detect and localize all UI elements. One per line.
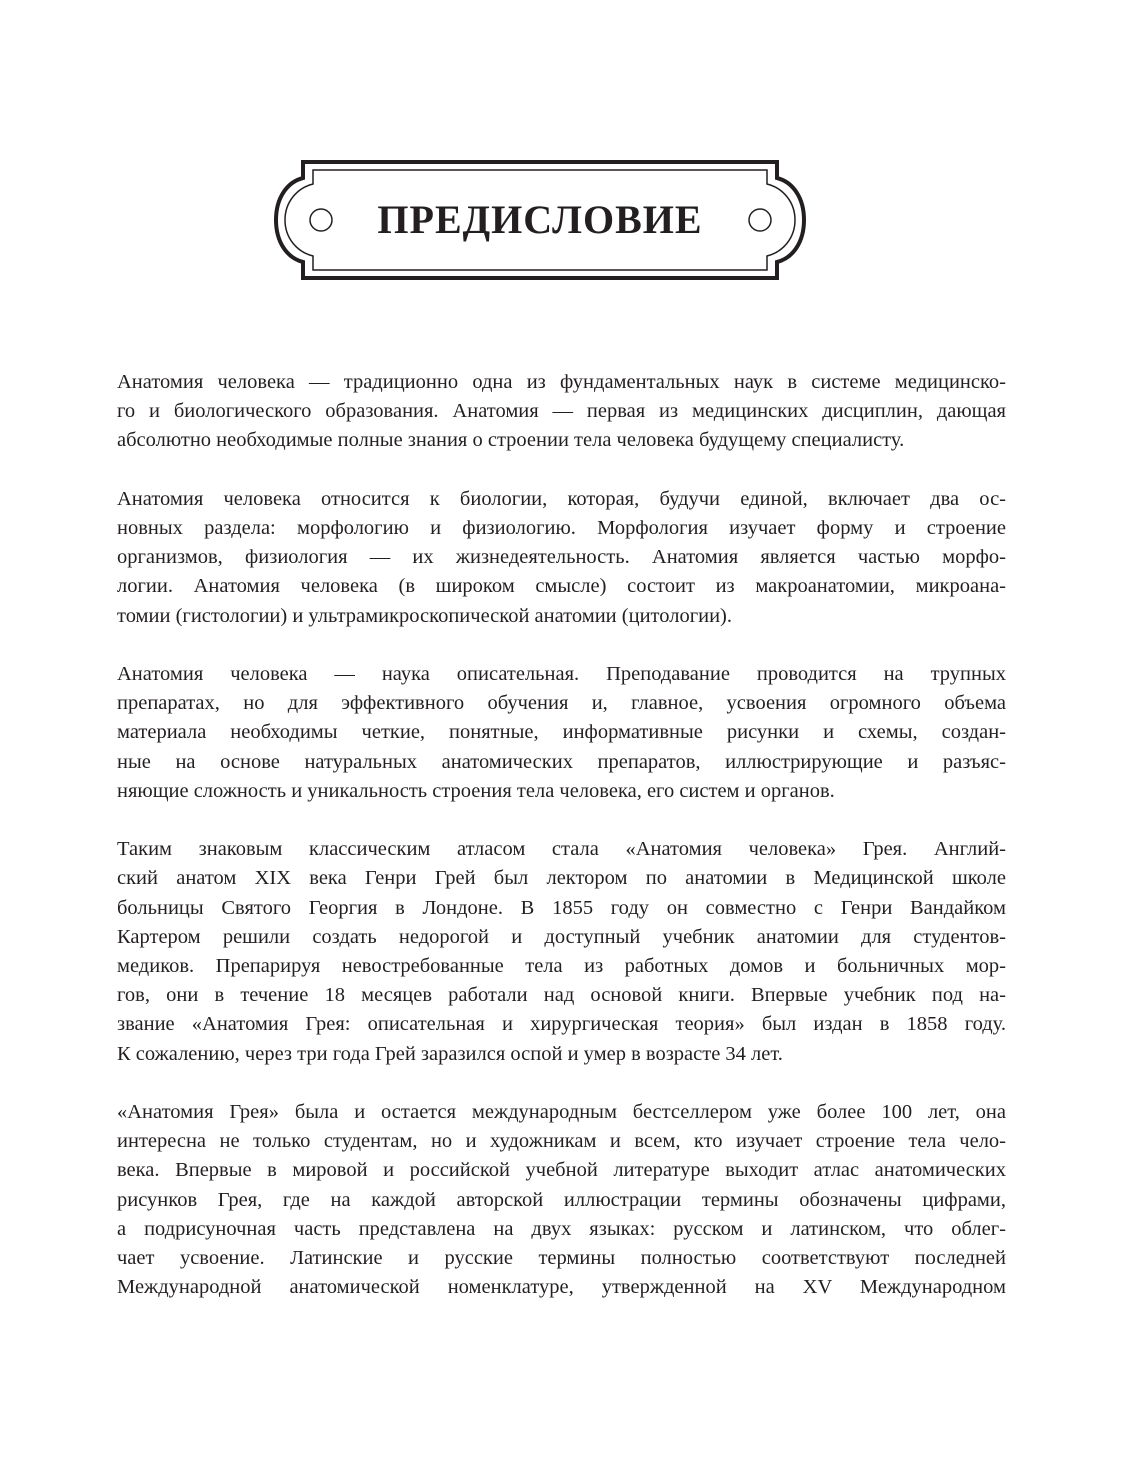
text-line: Анатомия человека — традиционно одна из фундаментальных наук в системе медицинско-: [117, 371, 1006, 393]
text-line: томии (гистологии) и ультрамикроскопической анатомии (цитологии).: [117, 604, 732, 627]
page-title: ПРЕДИСЛОВИЕ: [377, 197, 703, 242]
text-line: века. Впервые в мировой и российской учебной литературе выходит атлас анатомических: [117, 1159, 1006, 1182]
paragraph: [117, 835, 1006, 1069]
text-line: Таким знаковым классическим атласом стала «Анатомия человека» Грея. Англий-: [117, 838, 1006, 861]
text-line: больницы Святого Георгия в Лондоне. В 1855 году он совместно с Генри Вандайком: [117, 896, 1006, 919]
text-line: организмов, физиология — их жизнедеятельность. Анатомия является частью морфо-: [117, 546, 1006, 569]
text-line: няющие сложность и уникальность строения тела человека, его систем и органов.: [117, 779, 835, 802]
text-line: го и биологического образования. Анатомия — первая из медицинских дисциплин, дающая: [117, 400, 1006, 423]
paragraph: [117, 368, 1006, 456]
paragraph: [117, 1098, 1006, 1302]
text-line: Анатомия человека относится к биологии, которая, будучи единой, включает два ос-: [117, 487, 1006, 510]
text-line: новных раздела: морфологию и физиологию. Морфология изучает форму и строение: [117, 517, 1006, 539]
text-line: интересна не только студентам, но и художникам и всем, кто изучает строение тела чело-: [117, 1130, 1006, 1153]
text-line: гов, они в течение 18 месяцев работали над основой книги. Впервые учебник под на-: [117, 984, 1006, 1007]
text-line: материала необходимы четкие, понятные, информативные рисунки и схемы, создан-: [117, 721, 1006, 744]
text-line: медиков. Препарируя невостребованные тела из работных домов и больничных мор-: [117, 955, 1006, 978]
text-line: рисунков Грея, где на каждой авторской иллюстрации термины обозначены цифрами,: [117, 1188, 1006, 1211]
paragraph: [117, 660, 1006, 806]
text-line: Картером решили создать недорогой и доступный учебник анатомии для студентов-: [117, 925, 1006, 948]
text-line: ский анатом XIX века Генри Грей был лектором по анатомии в Медицинской школе: [117, 867, 1006, 890]
paragraph: [117, 485, 1006, 631]
title-plaque: [273, 158, 807, 282]
text-line: ные на основе натуральных анатомических препаратов, иллюстрирующие и разъяс-: [117, 750, 1006, 773]
text-line: препаратах, но для эффективного обучения и, главное, усвоения огромного объема: [117, 692, 1006, 715]
text-line: К сожалению, через три года Грей заразился оспой и умер в возрасте 34 лет.: [117, 1042, 783, 1065]
text-line: Анатомия человека — наука описательная. Преподавание проводится на трупных: [117, 663, 1006, 685]
text-line: чает усвоение. Латинские и русские термины полностью соответствуют последней: [117, 1247, 1006, 1270]
text-line: абсолютно необходимые полные знания о строении тела человека будущему специалисту.: [117, 429, 905, 452]
body-text: [117, 368, 1006, 1332]
text-line: Международной анатомической номенклатуре, утвержденной на XV Международном: [117, 1276, 1006, 1299]
text-line: а подрисуночная часть представлена на двух языках: русском и латинском, что облег-: [117, 1217, 1006, 1240]
text-line: звание «Анатомия Грея: описательная и хирургическая теория» был издан в 1858 году.: [117, 1013, 1006, 1036]
text-line: логии. Анатомия человека (в широком смысле) состоит из макроанатомии, микроана-: [117, 575, 1006, 598]
text-line: «Анатомия Грея» была и остается международным бестселлером уже более 100 лет, она: [117, 1101, 1006, 1124]
